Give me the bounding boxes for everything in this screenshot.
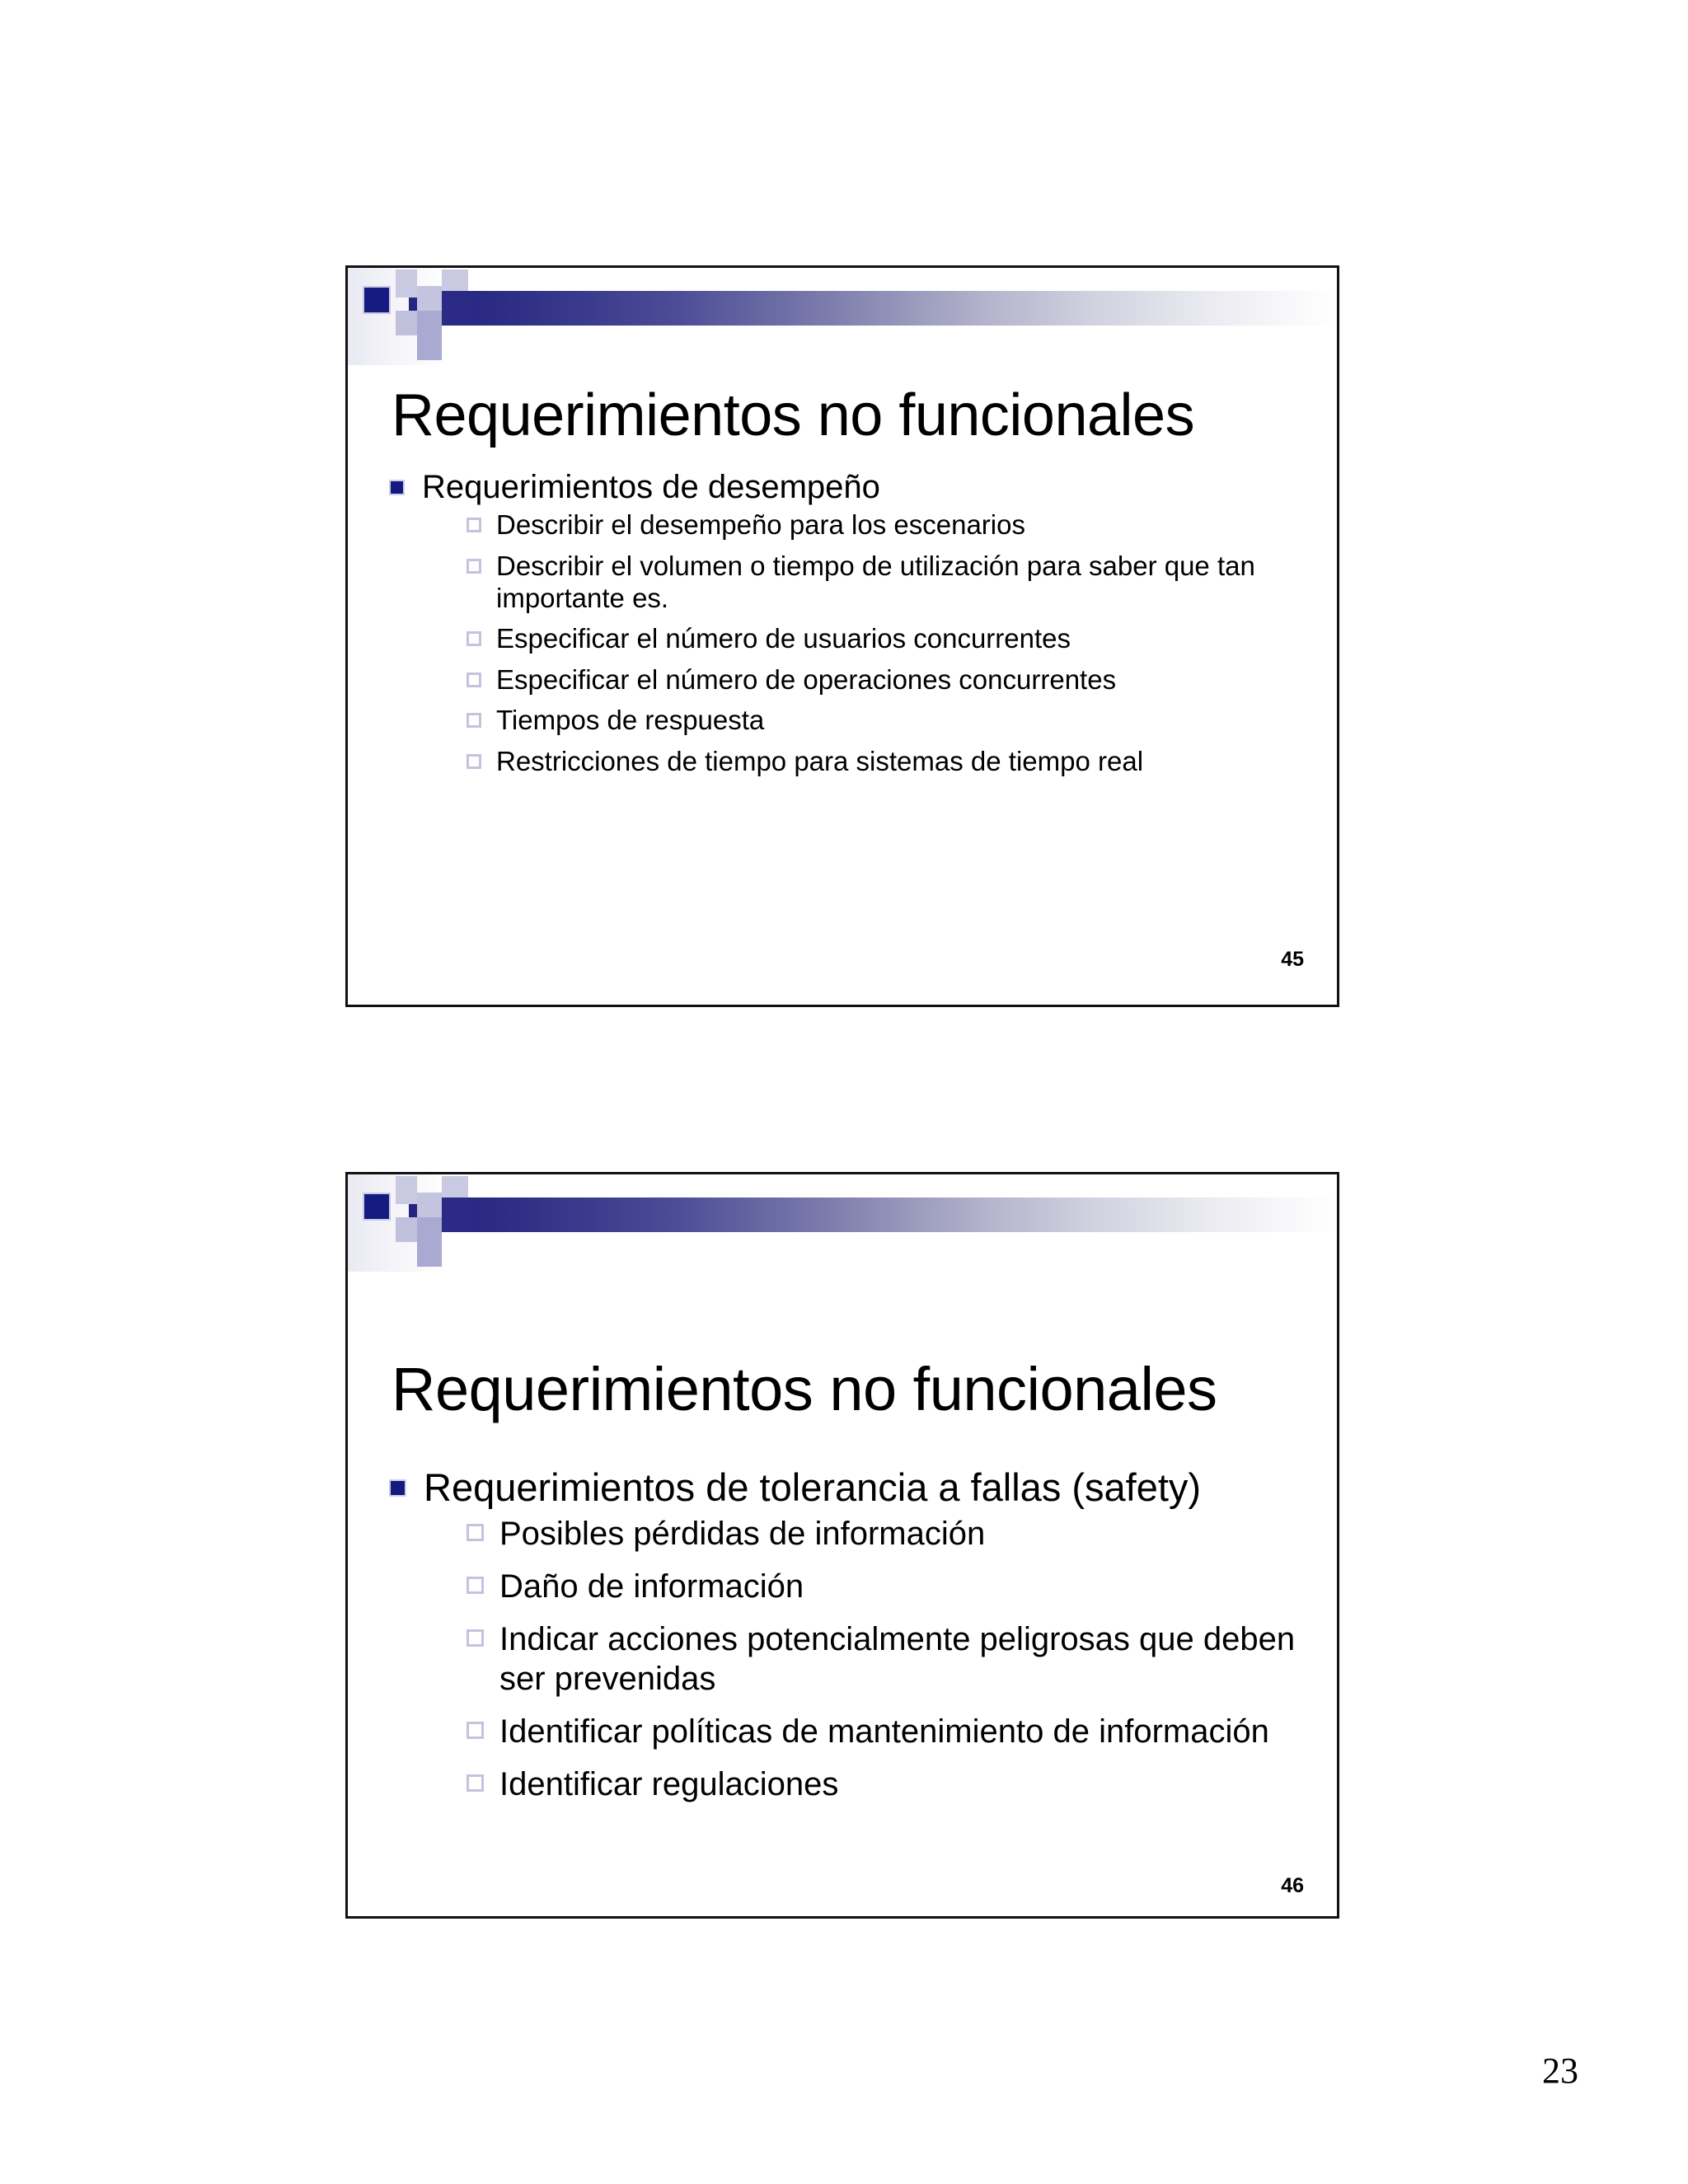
hollow-square-bullet-icon xyxy=(467,1774,484,1792)
slide-2-sub-0-1-label: Daño de información xyxy=(499,1568,804,1605)
slide-2 xyxy=(345,1172,1339,1919)
hollow-square-bullet-icon xyxy=(467,559,481,574)
decoration-square-light-4 xyxy=(417,1217,442,1242)
hollow-square-bullet-icon xyxy=(467,1722,484,1739)
hollow-square-bullet-icon xyxy=(467,1629,484,1647)
slide-2-sub-0-3 xyxy=(424,1712,1312,1751)
hollow-square-bullet-icon xyxy=(467,631,481,646)
decoration-square-mid xyxy=(442,1197,468,1232)
decoration-wash xyxy=(348,1174,447,1272)
slide-1-sub-0-1-label: Describir el volumen o tiempo de utilización para saber que tan importante es. xyxy=(496,551,1255,613)
slide-1-title: Requerimientos no funcionales xyxy=(392,382,1195,448)
hollow-square-bullet-icon xyxy=(467,673,481,687)
slide-1-sub-0-0 xyxy=(422,509,1312,541)
decoration-square-light-5 xyxy=(417,335,442,360)
decoration-square-dark xyxy=(364,288,389,312)
slide-1-sub-0-2-label: Especificar el número de usuarios concurrentes xyxy=(496,623,1071,654)
slide-1-sub-list-0 xyxy=(422,509,1312,777)
slide-1-sub-0-5 xyxy=(422,746,1312,778)
decoration-square-light-5 xyxy=(417,1242,442,1267)
slide-2-sub-0-1 xyxy=(424,1567,1312,1606)
slide-1-body xyxy=(386,468,1312,787)
slide-2-sub-0-4-label: Identificar regulaciones xyxy=(499,1766,839,1803)
decoration-square-light-3 xyxy=(417,286,442,311)
decoration-square-light-1 xyxy=(396,1176,417,1204)
slide-2-sub-0-2 xyxy=(424,1619,1312,1699)
slide-1-bullet-0 xyxy=(386,468,1312,778)
slide-1 xyxy=(345,265,1339,1007)
slide-2-sub-0-2-label: Indicar acciones potencialmente peligrosas que deben ser prevenidas xyxy=(499,1621,1296,1698)
slide-2-sub-0-4 xyxy=(424,1765,1312,1804)
hollow-square-bullet-icon xyxy=(467,1577,484,1594)
slide-1-header-decoration xyxy=(348,268,1337,365)
slide-2-sub-0-0-label: Posibles pérdidas de información xyxy=(499,1516,986,1553)
slide-1-sub-0-1 xyxy=(422,551,1312,614)
slide-1-bullet-0-label: Requerimientos de desempeño xyxy=(422,469,880,505)
decoration-square-light-2 xyxy=(396,311,417,335)
slide-2-body xyxy=(386,1465,1312,1817)
decoration-wash xyxy=(348,268,447,365)
slide-1-sub-0-4 xyxy=(422,705,1312,737)
decoration-square-light-4 xyxy=(417,311,442,335)
hollow-square-bullet-icon xyxy=(467,713,481,728)
slide-1-bullet-list xyxy=(386,468,1312,778)
decoration-square-light-6 xyxy=(442,269,468,291)
slide-2-sub-0-3-label: Identificar políticas de mantenimiento de información xyxy=(499,1713,1269,1750)
decoration-gradient-bar xyxy=(409,1197,1337,1232)
slide-1-number: 45 xyxy=(1281,948,1304,971)
decoration-gradient-bar xyxy=(409,291,1337,326)
slide-2-header-decoration xyxy=(348,1174,1337,1272)
slide-2-bullet-0 xyxy=(386,1465,1312,1804)
decoration-square-dark xyxy=(364,1194,389,1219)
decoration-square-mid xyxy=(442,291,468,326)
square-bullet-icon xyxy=(391,1481,405,1495)
decoration-square-light-1 xyxy=(396,269,417,298)
slide-1-sub-0-3-label: Especificar el número de operaciones concurrentes xyxy=(496,663,1117,695)
slide-2-bullet-0-label: Requerimientos de tolerancia a fallas (safety) xyxy=(424,1465,1202,1509)
slide-1-sub-0-0-label: Describir el desempeño para los escenarios xyxy=(496,509,1025,541)
slide-2-title: Requerimientos no funcionales xyxy=(392,1355,1217,1423)
decoration-square-light-3 xyxy=(417,1193,442,1217)
slide-2-sub-0-0 xyxy=(424,1514,1312,1554)
slide-2-bullet-list xyxy=(386,1465,1312,1804)
slide-1-sub-0-5-label: Restricciones de tiempo para sistemas de tiempo real xyxy=(496,746,1144,777)
page-number: 23 xyxy=(1542,2050,1578,2091)
decoration-square-light-2 xyxy=(396,1217,417,1242)
hollow-square-bullet-icon xyxy=(467,518,481,532)
slide-2-number: 46 xyxy=(1281,1874,1304,1897)
decoration-square-light-6 xyxy=(442,1176,468,1197)
slide-1-sub-0-2 xyxy=(422,623,1312,655)
slide-2-sub-list-0 xyxy=(424,1514,1312,1804)
slide-1-sub-0-4-label: Tiempos de respuesta xyxy=(496,705,765,736)
square-bullet-icon xyxy=(391,481,403,494)
hollow-square-bullet-icon xyxy=(467,1524,484,1541)
hollow-square-bullet-icon xyxy=(467,754,481,769)
slide-1-sub-0-3 xyxy=(422,664,1312,696)
